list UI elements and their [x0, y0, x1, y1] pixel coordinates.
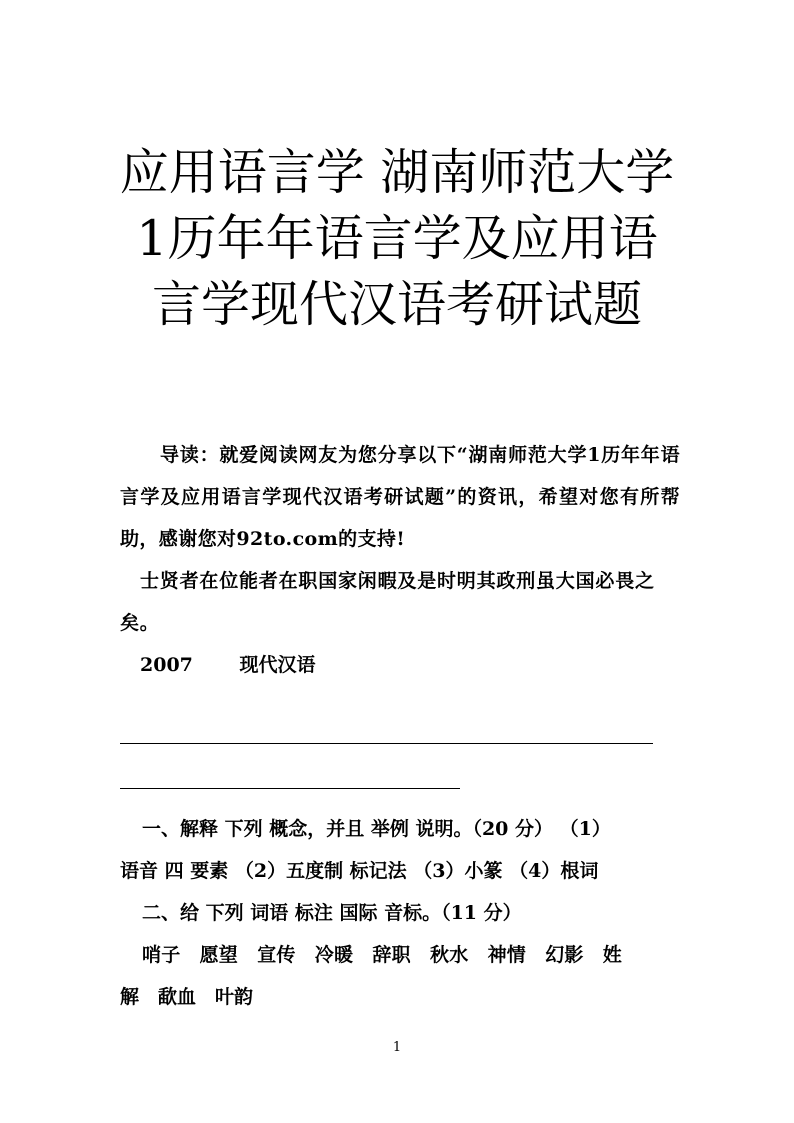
- question-1-line-1: 一、解释 下列 概念，并且 举例 说明。（20 分） （1）: [142, 818, 611, 840]
- title-line-3: 言学现代汉语考研试题: [151, 276, 642, 333]
- exam-year-line: [120, 644, 680, 686]
- title-line-1: 应用语言学 湖南师范大学: [119, 144, 675, 201]
- document-title: [60, 140, 734, 338]
- title-line-2: 1历年年语言学及应用语: [136, 210, 658, 267]
- question-2-line-1: 二、给 下列 词语 标注 国际 音标。（11 分）: [142, 902, 522, 924]
- page-number: 1: [392, 1040, 402, 1055]
- exam-year: 2007: [140, 654, 193, 676]
- motto-paragraph: 士贤者在位能者在职国家闲暇及是时明其政刑虽大国必畏之矣。: [120, 570, 655, 634]
- question-2-line-3: 解 歃血 叶韵: [120, 986, 254, 1008]
- intro-paragraph: 导读：就爱阅读网友为您分享以下“湖南师范大学1历年年语言学及应用语言学现代汉语考研试题”的资讯，希望对您有所帮助，感谢您对92to.com的支持!: [120, 444, 680, 550]
- exam-subject: 现代汉语: [239, 654, 316, 676]
- question-2-line-2: 哨子 愿望 宣传 冷暖 辞职 秋水 神情 幻影 姓: [142, 944, 623, 966]
- divider-line-1: [120, 743, 653, 744]
- question-1-line-2: 语音 四 要素 （2）五度制 标记法 （3）小篆 （4）根词: [120, 860, 599, 882]
- divider-line-2: [120, 788, 460, 789]
